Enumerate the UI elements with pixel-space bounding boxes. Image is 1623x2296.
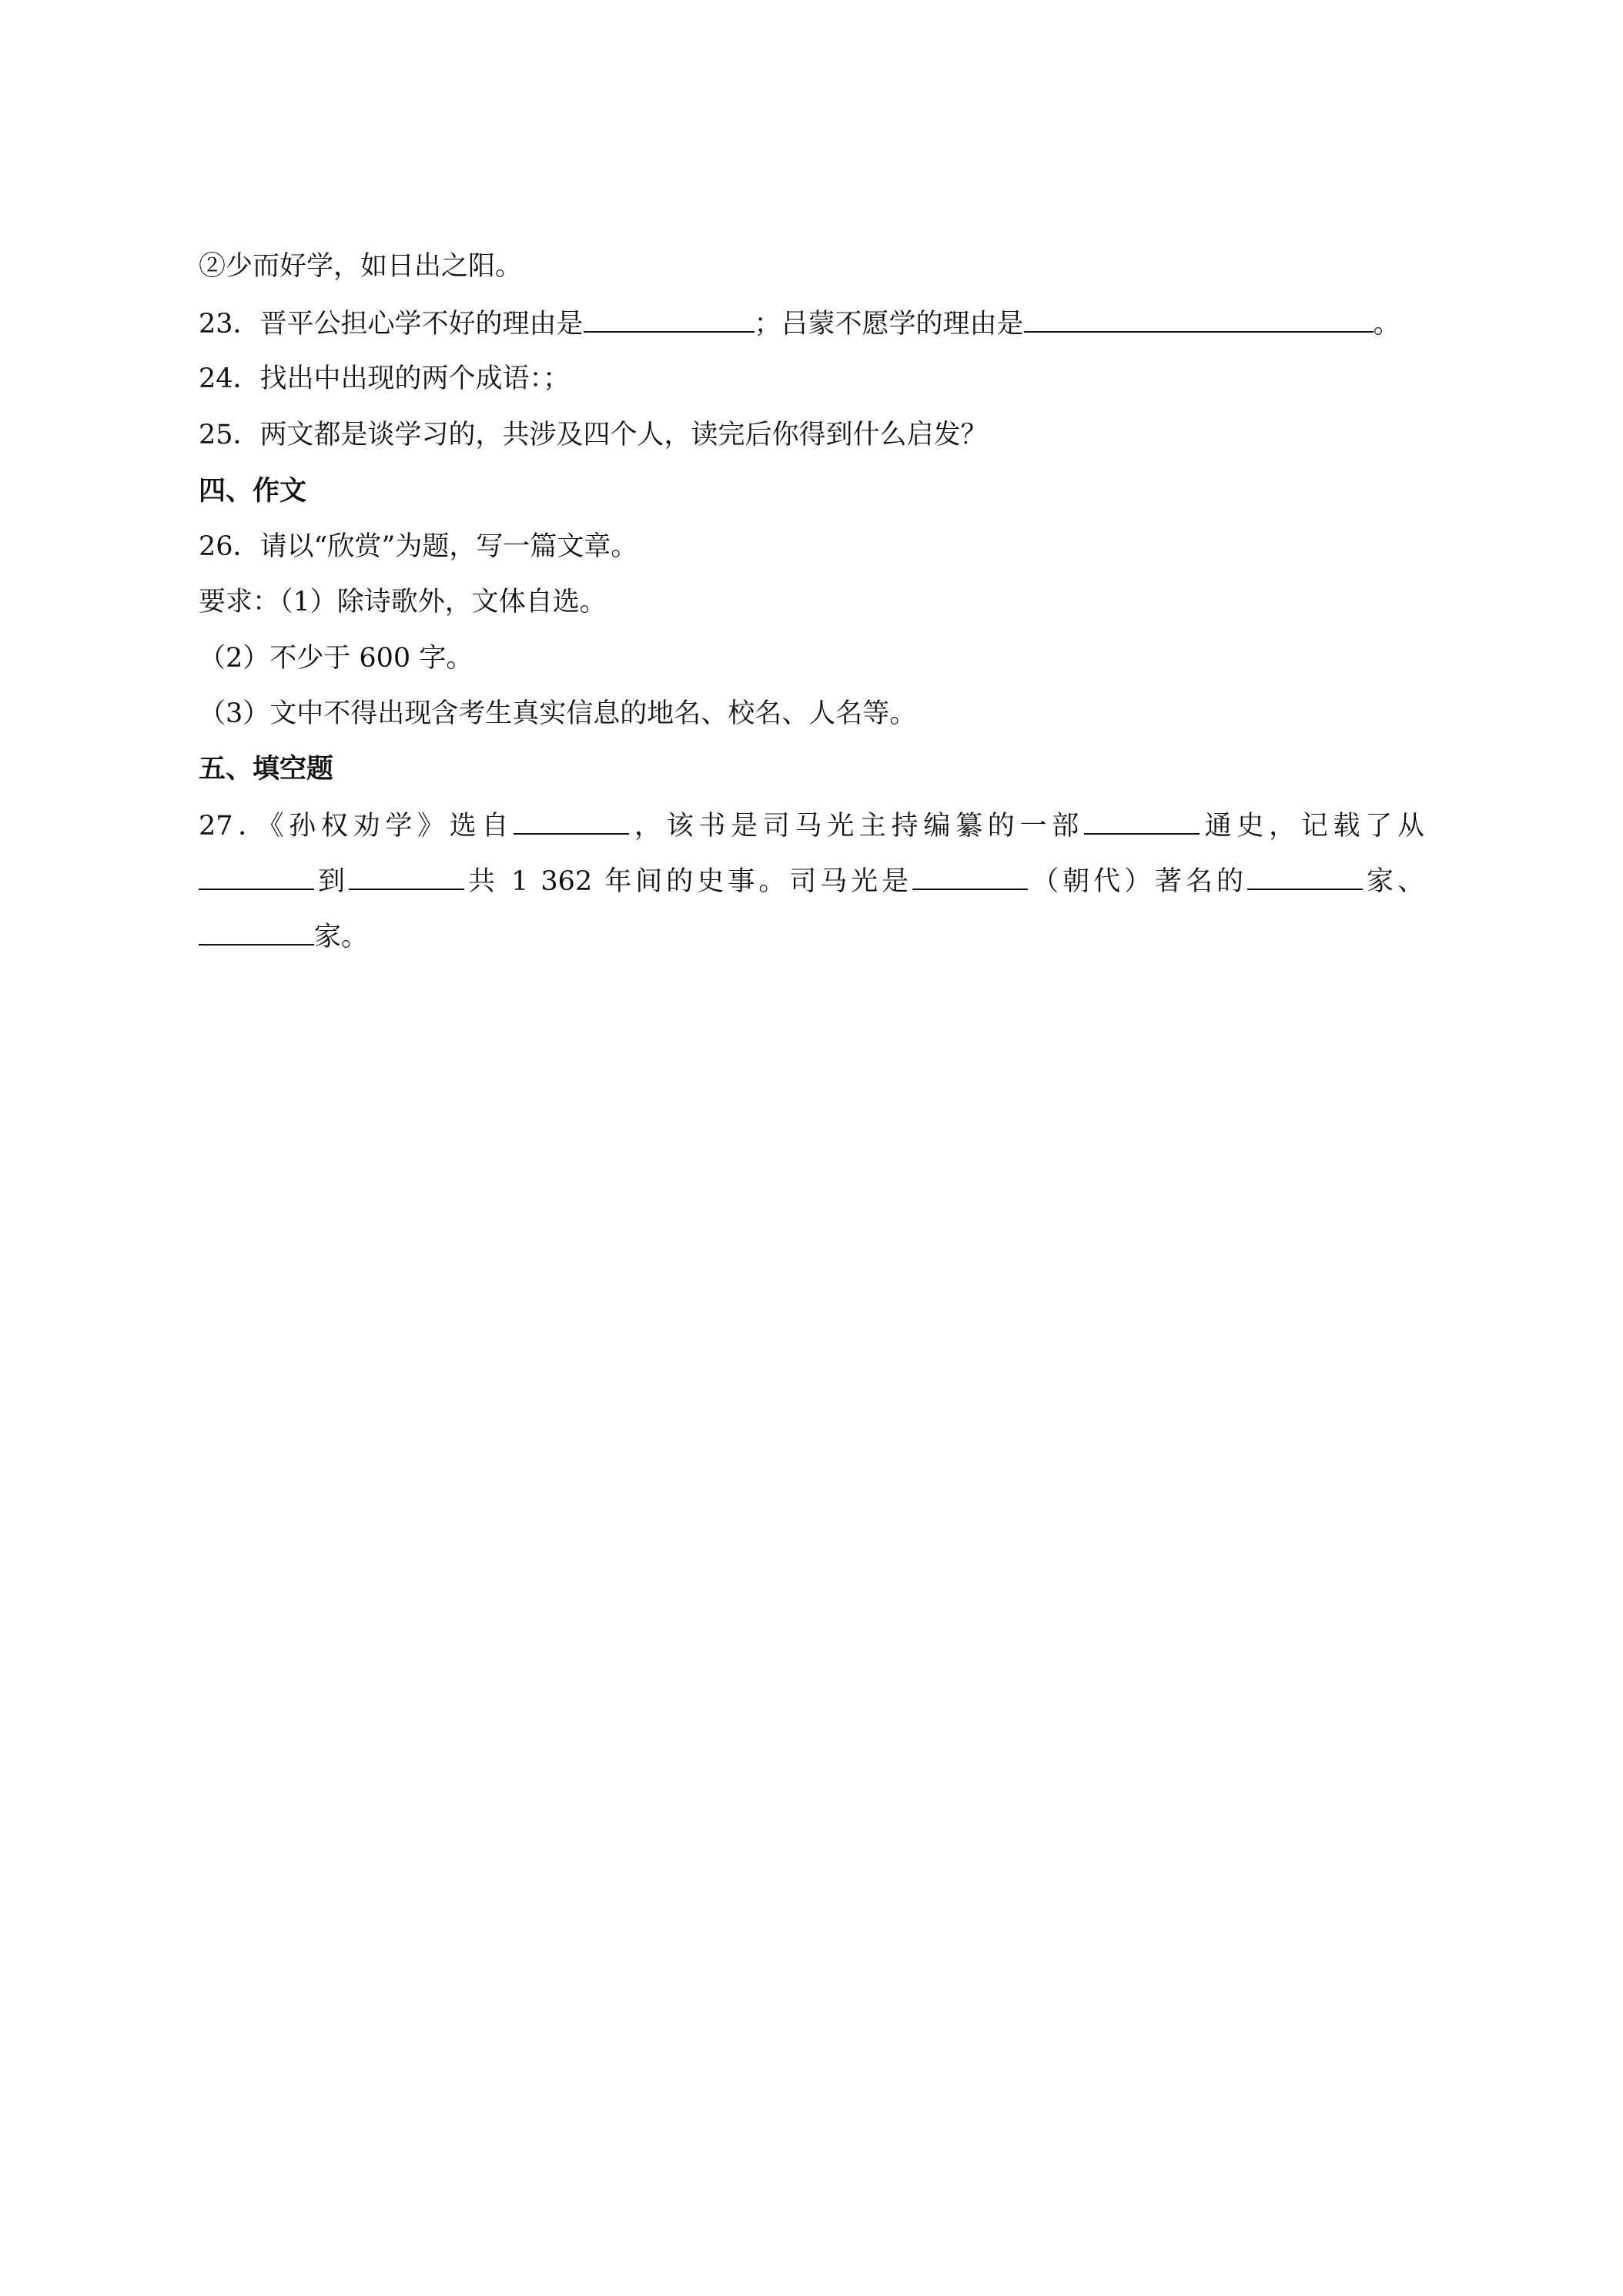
- question-text: ，该书是司马光主持编纂的一部: [629, 811, 1084, 842]
- requirement-text: （3）文中不得出现含考生真实信息的地名、校名、人名等。: [199, 698, 917, 729]
- question-text: 通史，记载了从: [1199, 811, 1424, 842]
- answer-blank[interactable]: [1247, 864, 1363, 890]
- question-27-line-2: [199, 864, 1424, 899]
- question-25: [199, 418, 988, 452]
- heading-text: 五、填空题: [199, 754, 334, 785]
- question-text: （朝代）著名的: [1028, 866, 1247, 897]
- answer-blank[interactable]: [514, 808, 629, 835]
- answer-blank[interactable]: [584, 306, 755, 333]
- question-23: [199, 306, 1400, 341]
- question-text: 到: [314, 866, 349, 897]
- question-27-line-1: [199, 808, 1424, 843]
- question-text: 共 1 362 年间的史事。司马光是: [463, 866, 913, 897]
- section-heading-composition: [199, 474, 306, 508]
- question-text: 家。: [314, 922, 369, 952]
- answer-blank[interactable]: [199, 864, 314, 890]
- question-text: 27．《孙权劝学》选自: [199, 811, 514, 842]
- text-line: [199, 249, 522, 283]
- answer-blank[interactable]: [1024, 306, 1374, 333]
- answer-blank[interactable]: [1084, 808, 1200, 835]
- question-text: 23．晋平公担心学不好的理由是: [199, 309, 584, 340]
- requirement-2: [199, 641, 473, 675]
- question-27-line-3: [199, 919, 368, 954]
- answer-blank[interactable]: [912, 864, 1028, 890]
- question-text: ；吕蒙不愿学的理由是: [754, 309, 1024, 340]
- question-text: 24．找出中出现的两个成语：；: [199, 363, 571, 394]
- question-text: 。: [1373, 309, 1400, 340]
- requirement-1: [199, 585, 607, 619]
- requirement-3: [199, 697, 916, 731]
- line-text: ②少而好学，如日出之阳。: [199, 251, 523, 282]
- question-text: 25．两文都是谈学习的，共涉及四个人，读完后你得到什么启发？: [199, 420, 988, 450]
- question-26: [199, 530, 637, 564]
- question-text: 26．请以“欣赏”为题，写一篇文章。: [199, 531, 638, 562]
- answer-blank[interactable]: [199, 919, 314, 946]
- heading-text: 四、作文: [199, 476, 307, 507]
- answer-blank[interactable]: [349, 864, 464, 890]
- question-text: 家、: [1363, 866, 1424, 897]
- section-heading-fill-in: [199, 752, 333, 786]
- question-24: [199, 362, 570, 396]
- requirement-text: （2）不少于 600 字。: [199, 643, 474, 674]
- requirement-text: 要求：（1）除诗歌外，文体自选。: [199, 587, 607, 618]
